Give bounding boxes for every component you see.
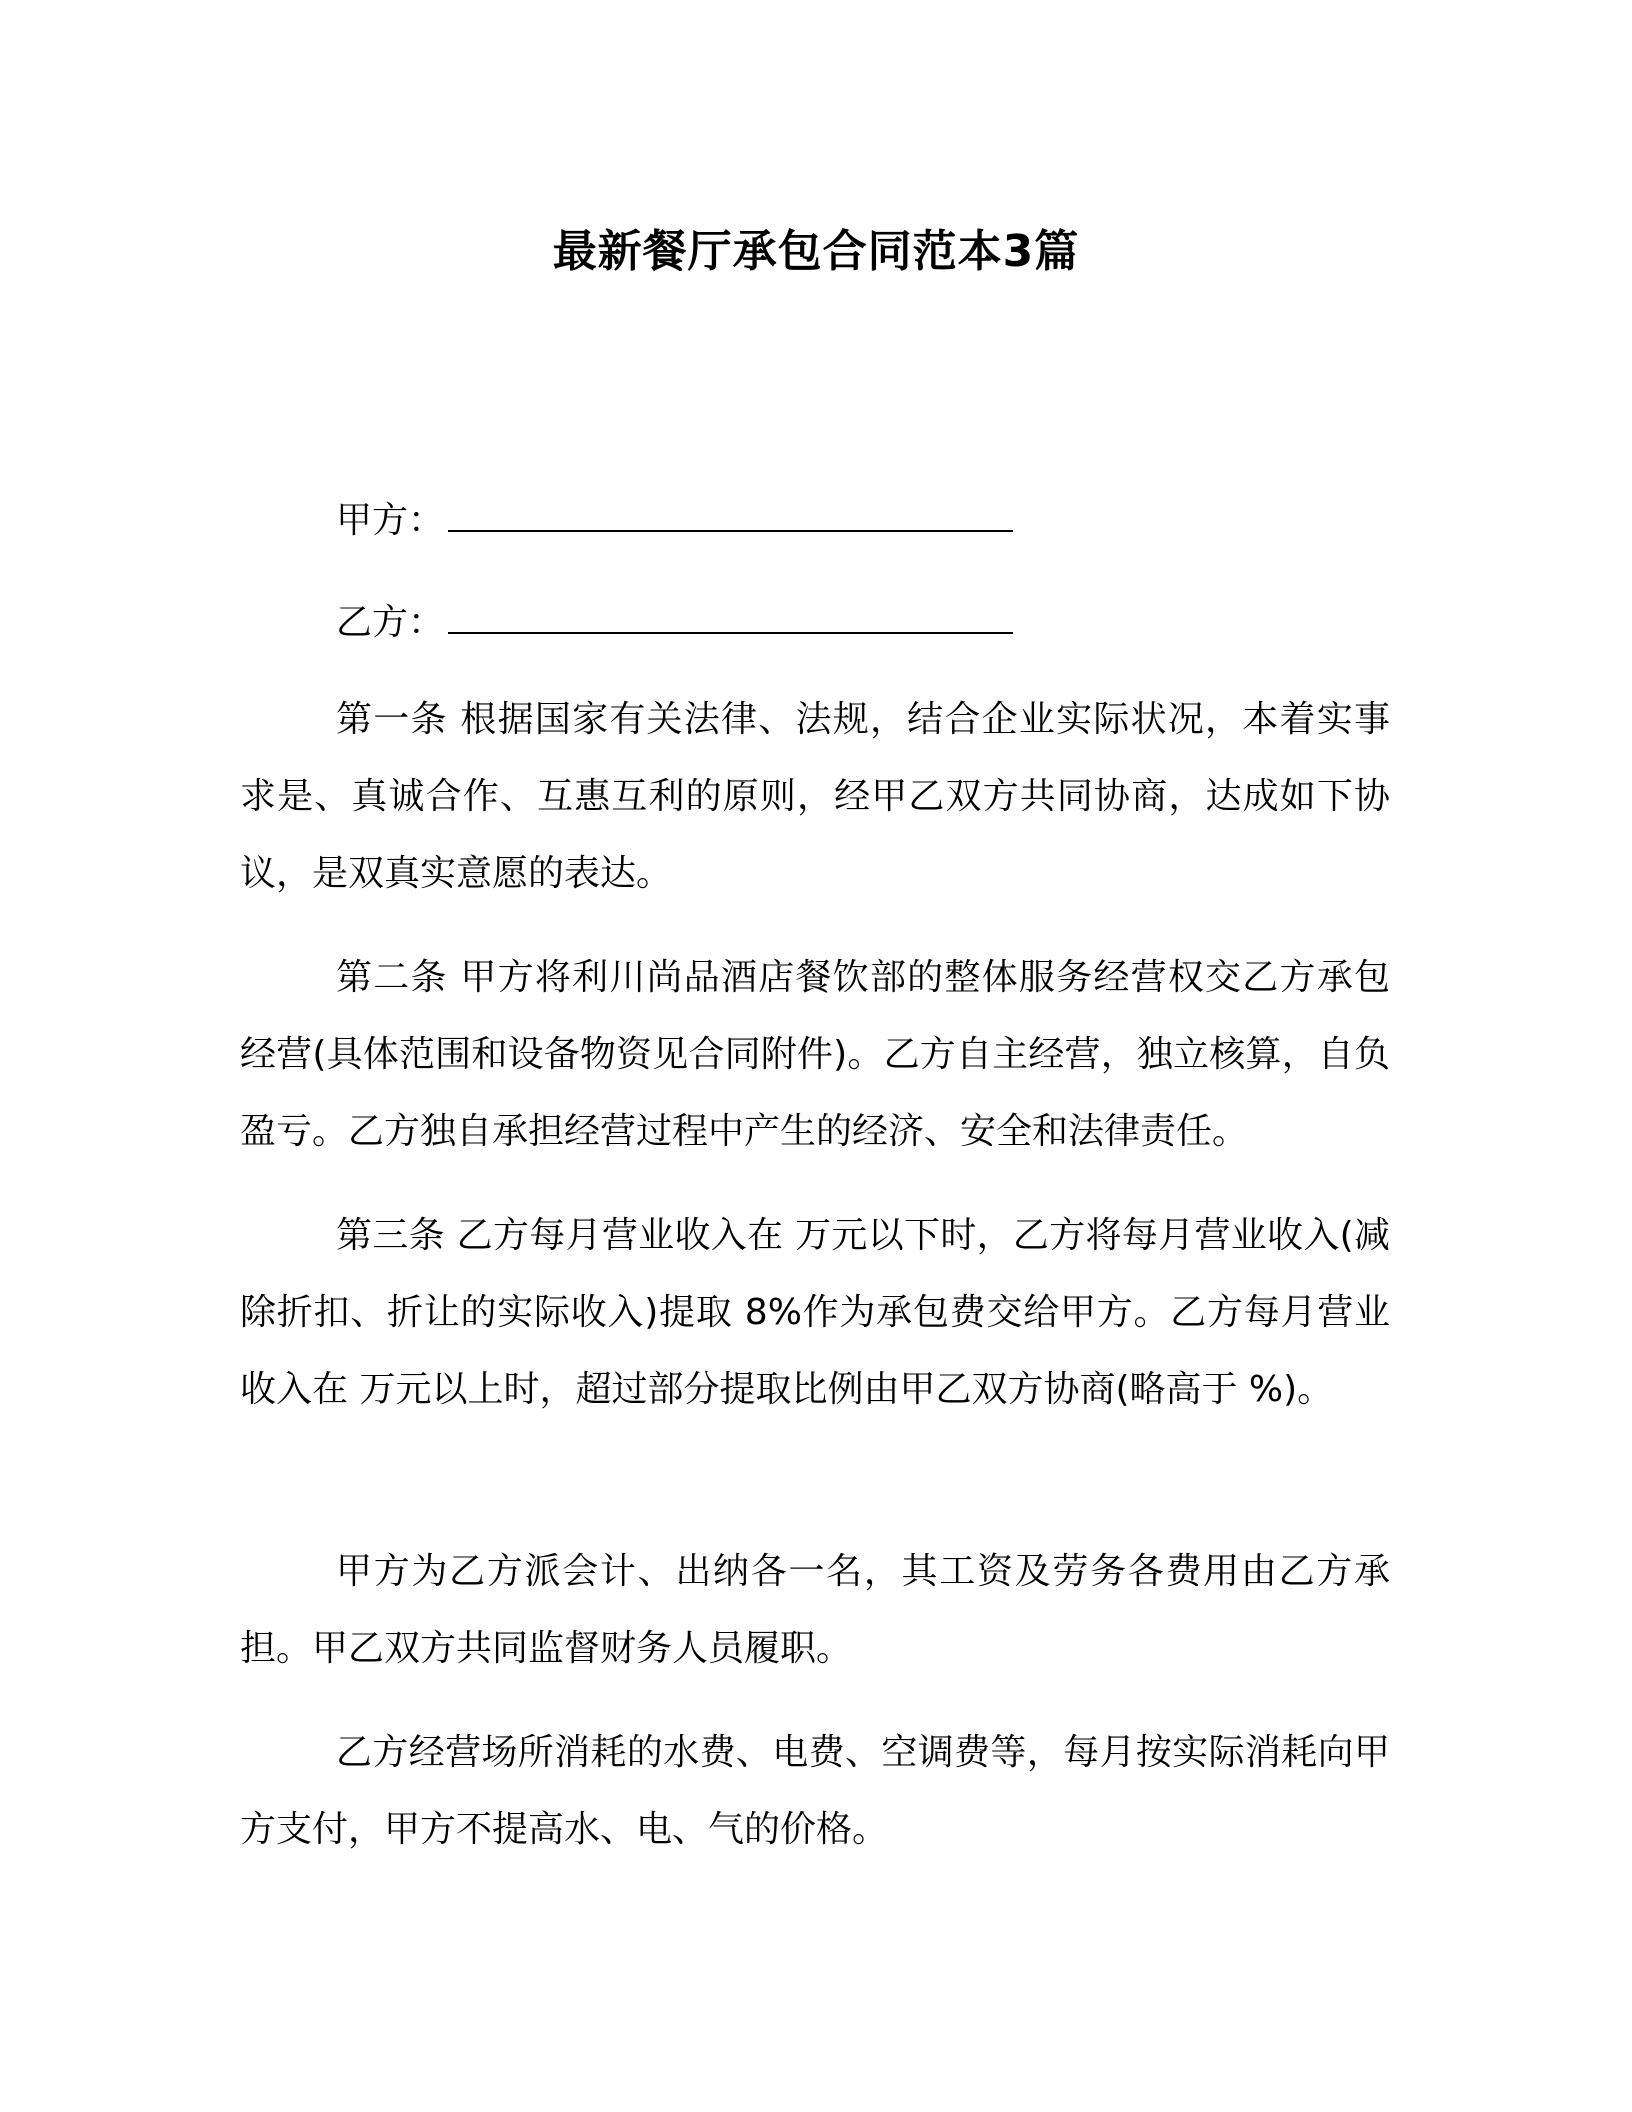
paragraph-article-1: 第一条 根据国家有关法律、法规，结合企业实际状况，本着实事求是、真诚合作、互惠互利的原则，经甲乙双方共同协商，达成如下协议，是双真实意愿的表达。 [240,699,1390,894]
party-a-label: 甲方： [336,500,445,541]
party-a-line [336,490,1013,551]
paragraph-accounting: 甲方为乙方派会计、出纳各一名，其工资及劳务各费用由乙方承担。甲乙双方共同监督财务人员履职。 [240,1551,1390,1669]
party-b-blank [448,592,1013,634]
party-a-blank [448,490,1013,532]
party-b-line [336,592,1013,653]
party-b-label: 乙方： [336,602,445,643]
paragraph-article-3: 第三条 乙方每月营业收入在 万元以下时，乙方将每月营业收入(减除折扣、折让的实际收入)提取 8%作为承包费交给甲方。乙方每月营业收入在 万元以上时，超过部分提取比例由甲乙双方协商(略高于 %)。 [240,1215,1390,1410]
paragraph-utilities: 乙方经营场所消耗的水费、电费、空调费等，每月按实际消耗向甲方支付，甲方不提高水、电、气的价格。 [240,1732,1390,1850]
paragraph-article-2: 第二条 甲方将利川尚品酒店餐饮部的整体服务经营权交乙方承包经营(具体范围和设备物资见合同附件)。乙方自主经营，独立核算，自负盈亏。乙方独自承担经营过程中产生的经济、安全和法律责任。 [240,957,1390,1152]
document-title: 最新餐厅承包合同范本3篇 [552,226,1080,277]
